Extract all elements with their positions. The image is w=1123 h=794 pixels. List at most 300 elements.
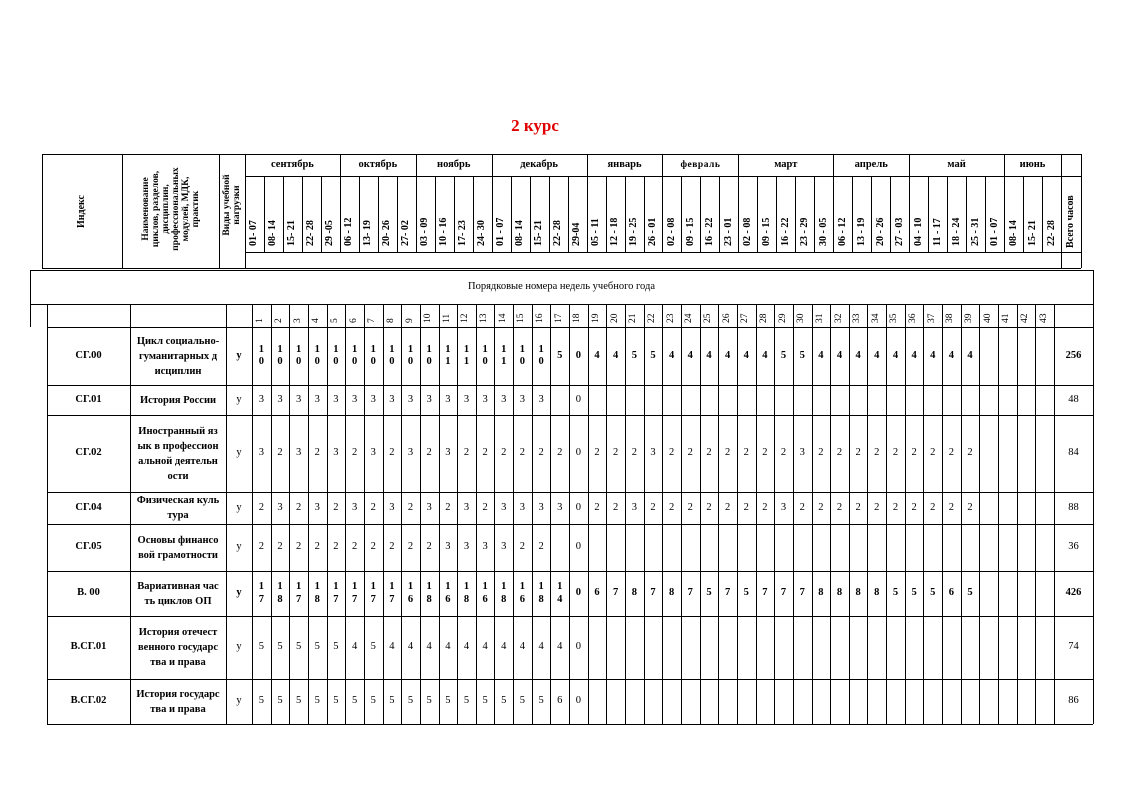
grid-line	[457, 304, 458, 327]
grid-line	[644, 327, 645, 724]
grid-line	[511, 176, 512, 252]
week-number-10: 10	[423, 313, 434, 323]
week-hours: 3	[501, 501, 507, 513]
week-hours: 1 1	[501, 343, 507, 367]
date-range-1: 01- 07	[248, 220, 260, 246]
week-hours: 4	[743, 349, 749, 361]
load-type-header: Виды учебной нагрузки	[222, 174, 242, 236]
week-hours: 2	[333, 541, 339, 553]
grid-line	[271, 304, 272, 327]
week-hours: 1 0	[314, 343, 320, 367]
week-hours: 2	[594, 447, 600, 459]
row-load-type: у	[236, 541, 242, 553]
week-hours: 4	[669, 349, 675, 361]
week-hours: 3	[650, 447, 656, 459]
grid-line	[756, 327, 757, 724]
week-number-2: 2	[273, 318, 284, 323]
date-range-30: 23 - 29	[798, 217, 810, 246]
date-range-18: 29-04	[571, 222, 583, 246]
week-hours: 5	[407, 695, 414, 707]
grid-line	[30, 304, 31, 327]
date-range-42: 15- 21	[1026, 220, 1038, 246]
grid-line	[378, 176, 379, 252]
week-number-7: 7	[367, 318, 378, 323]
grid-line	[435, 176, 436, 252]
grid-line	[283, 176, 284, 252]
grid-line	[681, 327, 682, 724]
week-number-42: 42	[1020, 313, 1031, 323]
grid-line	[681, 304, 682, 327]
week-hours: 3	[519, 501, 526, 513]
week-hours: 3	[463, 501, 470, 513]
week-hours: 0	[575, 541, 581, 553]
grid-line	[793, 327, 794, 724]
week-hours: 2	[501, 447, 507, 459]
month-1: сентябрь	[271, 159, 314, 170]
week-number-24: 24	[684, 313, 695, 323]
week-hours: 4	[482, 641, 488, 653]
grid-line	[532, 304, 533, 327]
week-hours: 0	[575, 447, 581, 459]
week-hours: 5	[445, 695, 451, 707]
week-hours: 2	[538, 541, 544, 553]
grid-line	[625, 176, 626, 252]
week-number-15: 15	[516, 313, 527, 323]
week-hours: 3	[557, 501, 563, 513]
week-hours: 2	[445, 501, 451, 513]
row-load-type: у	[236, 695, 242, 707]
week-hours: 4	[519, 641, 526, 653]
grid-line	[871, 176, 872, 252]
month-2: октябрь	[358, 159, 398, 170]
week-hours: 2	[613, 447, 619, 459]
date-range-26: 23 - 01	[722, 217, 734, 246]
date-range-19: 05 - 11	[590, 218, 602, 246]
week-hours: 1 0	[370, 343, 376, 367]
grid-line	[947, 176, 948, 252]
grid-line	[47, 304, 48, 327]
week-hours: 3	[501, 541, 507, 553]
grid-line	[42, 154, 43, 268]
date-range-11: 10 - 16	[438, 217, 450, 246]
week-number-28: 28	[758, 313, 769, 323]
week-hours: 2	[687, 447, 693, 459]
grid-line	[774, 304, 775, 327]
week-hours: 3	[370, 393, 376, 405]
week-hours: 4	[687, 349, 693, 361]
week-hours: 2	[407, 501, 414, 513]
date-range-24: 09 - 15	[684, 217, 696, 246]
week-number-34: 34	[870, 313, 881, 323]
week-hours: 2	[762, 501, 768, 513]
date-range-25: 16 - 22	[703, 217, 715, 246]
week-hours: 2	[911, 447, 917, 459]
week-hours: 0	[575, 349, 581, 361]
week-number-3: 3	[292, 318, 303, 323]
week-hours: 5	[314, 641, 320, 653]
week-hours: 5	[743, 587, 749, 599]
week-hours: 1 0	[389, 343, 395, 367]
grid-line	[719, 176, 720, 252]
week-hours: 1 7	[295, 581, 302, 605]
week-hours: 7	[613, 587, 619, 599]
week-hours: 5	[351, 695, 358, 707]
week-hours: 3	[407, 447, 414, 459]
grid-line	[700, 176, 701, 252]
week-hours: 3	[258, 447, 264, 459]
week-hours: 3	[314, 501, 320, 513]
week-hours: 3	[631, 501, 637, 513]
week-hours: 1 8	[314, 581, 320, 605]
grid-line	[814, 176, 815, 252]
grid-line	[625, 304, 626, 327]
week-number-43: 43	[1038, 313, 1049, 323]
week-hours: 4	[855, 349, 861, 361]
date-range-16: 15- 21	[533, 220, 545, 246]
week-hours: 2	[948, 447, 955, 459]
grid-line	[1093, 304, 1094, 327]
week-number-12: 12	[460, 313, 471, 323]
week-hours: 4	[538, 641, 544, 653]
grid-line	[606, 304, 607, 327]
week-hours: 3	[277, 393, 283, 405]
week-hours: 3	[258, 393, 264, 405]
week-hours: 2	[295, 541, 302, 553]
grid-line	[961, 304, 962, 327]
week-hours: 0	[575, 501, 581, 513]
week-hours: 1 0	[258, 343, 264, 367]
grid-line	[905, 304, 906, 327]
week-number-13: 13	[479, 313, 490, 323]
row-load-type: у	[236, 447, 242, 459]
week-hours: 1 0	[519, 343, 526, 367]
week-hours: 0	[575, 695, 581, 707]
week-hours: 1 1	[463, 343, 470, 367]
week-hours: 8	[836, 587, 843, 599]
week-number-36: 36	[908, 313, 919, 323]
date-range-27: 02 - 08	[741, 217, 753, 246]
date-range-14: 01 - 07	[495, 217, 507, 246]
week-hours: 3	[389, 501, 395, 513]
week-hours: 2	[930, 447, 936, 459]
week-hours: 1 7	[370, 581, 376, 605]
week-hours: 3	[799, 447, 805, 459]
grid-line	[606, 327, 607, 724]
row-total-hours: 86	[1068, 695, 1079, 707]
week-number-6: 6	[348, 318, 359, 323]
week-number-29: 29	[777, 313, 788, 323]
week-hours: 2	[762, 447, 768, 459]
week-hours: 6	[948, 587, 955, 599]
week-hours: 1 7	[389, 581, 395, 605]
grid-line	[867, 304, 868, 327]
grid-line	[886, 327, 887, 724]
week-hours: 2	[295, 501, 302, 513]
grid-line	[587, 176, 588, 252]
grid-line	[1054, 304, 1055, 327]
week-hours: 2	[874, 447, 880, 459]
week-hours: 4	[911, 349, 917, 361]
row-discipline-name: История России	[139, 394, 217, 406]
week-hours: 5	[333, 641, 339, 653]
grid-line	[625, 327, 626, 724]
grid-line	[681, 176, 682, 252]
grid-line	[568, 176, 569, 252]
week-hours: 2	[482, 501, 488, 513]
grid-line	[795, 176, 796, 252]
week-hours: 2	[519, 541, 526, 553]
week-hours: 4	[594, 349, 600, 361]
grid-line	[122, 154, 123, 268]
week-hours: 2	[314, 541, 320, 553]
date-range-41: 08- 14	[1007, 220, 1019, 246]
week-hours: 5	[295, 695, 302, 707]
grid-line	[1035, 304, 1036, 327]
grid-line	[494, 304, 495, 327]
month-6: февраль	[680, 160, 721, 170]
week-number-22: 22	[647, 313, 657, 323]
week-hours: 3	[351, 501, 358, 513]
date-range-32: 06 - 12	[836, 217, 848, 246]
grid-line	[569, 304, 570, 327]
grid-line	[219, 154, 220, 268]
grid-line	[1004, 176, 1005, 252]
grid-line	[340, 176, 341, 252]
week-number-4: 4	[311, 318, 322, 323]
row-index: В. 00	[77, 587, 100, 599]
grid-line	[830, 304, 831, 327]
grid-line	[492, 176, 493, 252]
week-number-17: 17	[553, 313, 564, 323]
week-number-18: 18	[572, 313, 583, 323]
grid-line	[644, 304, 645, 327]
week-hours: 5	[892, 587, 899, 599]
grid-line	[473, 176, 474, 252]
grid-line	[738, 176, 739, 252]
date-range-2: 08- 14	[267, 220, 279, 246]
grid-line	[793, 304, 794, 327]
week-hours: 0	[575, 393, 581, 405]
week-hours: 3	[407, 393, 414, 405]
week-hours: 4	[389, 641, 395, 653]
grid-line	[264, 176, 265, 252]
week-hours: 2	[669, 447, 675, 459]
grid-line	[549, 176, 550, 252]
week-hours: 5	[650, 349, 656, 361]
week-number-20: 20	[609, 313, 620, 323]
grid-line	[662, 176, 663, 252]
row-load-type: у	[236, 393, 242, 405]
week-hours: 3	[295, 447, 302, 459]
month-10: июнь	[1019, 159, 1046, 170]
grid-line	[966, 176, 967, 252]
week-number-16: 16	[535, 313, 546, 323]
grid-line	[401, 304, 402, 327]
week-hours: 3	[445, 447, 451, 459]
grid-line	[130, 304, 131, 327]
week-hours: 2	[911, 501, 917, 513]
grid-line	[364, 304, 365, 327]
week-number-19: 19	[591, 313, 602, 323]
row-index: СГ.00	[75, 349, 102, 361]
grid-line	[718, 304, 719, 327]
grid-line	[923, 327, 924, 724]
week-hours: 5	[277, 695, 283, 707]
week-hours: 2	[743, 501, 749, 513]
week-hours: 5	[799, 349, 805, 361]
date-range-9: 27- 02	[400, 220, 412, 246]
week-hours: 5	[706, 587, 712, 599]
week-hours: 3	[389, 393, 395, 405]
grid-line	[321, 176, 322, 252]
row-total-hours: 426	[1065, 587, 1082, 599]
week-hours: 8	[855, 587, 861, 599]
grid-line	[1017, 304, 1018, 327]
week-hours: 1 7	[333, 581, 339, 605]
week-hours: 2	[314, 447, 320, 459]
week-hours: 5	[930, 587, 936, 599]
date-range-21: 19 - 25	[628, 217, 640, 246]
grid-line	[308, 304, 309, 327]
grid-line	[890, 176, 891, 252]
grid-line	[252, 304, 253, 327]
date-range-38: 18 - 24	[950, 217, 962, 246]
week-hours: 4	[836, 349, 843, 361]
row-total-hours: 256	[1065, 349, 1082, 361]
week-hours: 3	[295, 393, 302, 405]
week-hours: 2	[930, 501, 936, 513]
row-total-hours: 88	[1068, 501, 1079, 513]
row-index: СГ.04	[75, 501, 102, 513]
week-hours: 5	[631, 349, 637, 361]
month-5: январь	[607, 159, 642, 170]
week-hours: 2	[818, 447, 824, 459]
grid-line	[757, 176, 758, 252]
week-hours: 1 6	[407, 581, 414, 605]
grid-line	[327, 304, 328, 327]
date-range-43: 22- 28	[1045, 220, 1057, 246]
week-hours: 5	[501, 695, 507, 707]
week-hours: 3	[538, 393, 544, 405]
grid-line	[756, 304, 757, 327]
week-number-5: 5	[329, 318, 340, 323]
row-total-hours: 84	[1068, 447, 1079, 459]
week-hours: 7	[762, 587, 768, 599]
grid-line	[852, 176, 853, 252]
week-hours: 4	[351, 641, 358, 653]
week-hours: 2	[463, 447, 470, 459]
week-hours: 3	[333, 393, 339, 405]
grid-line	[979, 327, 980, 724]
week-number-41: 41	[1001, 313, 1012, 323]
row-index: В.СГ.01	[70, 641, 107, 653]
week-hours: 4	[967, 349, 973, 361]
week-hours: 3	[463, 393, 470, 405]
week-hours: 3	[314, 393, 320, 405]
week-hours: 1 0	[426, 343, 432, 367]
week-hours: 3	[445, 541, 451, 553]
week-hours: 8	[669, 587, 675, 599]
week-hours: 1 8	[538, 581, 544, 605]
week-hours: 8	[818, 587, 824, 599]
week-hours: 2	[836, 501, 843, 513]
week-hours: 0	[575, 641, 581, 653]
date-range-31: 30 - 05	[817, 217, 829, 246]
week-hours: 3	[780, 501, 787, 513]
week-hours: 3	[277, 501, 283, 513]
week-hours: 3	[445, 393, 451, 405]
date-range-13: 24- 30	[476, 220, 488, 246]
grid-line	[302, 176, 303, 252]
week-hours: 1 0	[351, 343, 358, 367]
row-discipline-name: Физическая культура	[136, 495, 220, 521]
week-hours: 2	[650, 501, 656, 513]
week-hours: 2	[333, 501, 339, 513]
week-hours: 3	[351, 393, 358, 405]
grid-line	[245, 252, 1081, 253]
week-hours: 1 0	[538, 343, 544, 367]
grid-line	[923, 304, 924, 327]
date-range-23: 02 - 08	[665, 217, 677, 246]
week-hours: 2	[370, 541, 376, 553]
date-range-29: 16 - 22	[779, 217, 791, 246]
week-hours: 2	[855, 501, 861, 513]
date-range-35: 27 - 03	[893, 217, 905, 246]
week-hours: 5	[258, 641, 264, 653]
grid-line	[886, 304, 887, 327]
week-hours: 6	[557, 695, 563, 707]
week-hours: 4	[445, 641, 451, 653]
grid-line	[416, 176, 417, 252]
date-range-40: 01 - 07	[988, 217, 1000, 246]
date-range-33: 13 - 19	[855, 217, 867, 246]
week-hours: 3	[333, 447, 339, 459]
grid-line	[454, 176, 455, 252]
week-hours: 1 0	[295, 343, 302, 367]
date-range-4: 22- 28	[305, 220, 317, 246]
grid-line	[833, 176, 834, 252]
week-hours: 4	[892, 349, 899, 361]
week-hours: 5	[911, 587, 917, 599]
week-hours: 3	[482, 541, 488, 553]
grid-line	[961, 327, 962, 724]
grid-line	[662, 327, 663, 724]
grid-line	[830, 327, 831, 724]
date-range-10: 03 - 09	[419, 217, 431, 246]
grid-line	[1035, 327, 1036, 724]
week-hours: 2	[389, 447, 395, 459]
week-hours: 1 7	[351, 581, 358, 605]
week-number-31: 31	[814, 313, 825, 323]
grid-line	[905, 327, 906, 724]
week-hours: 1 1	[445, 343, 451, 367]
week-number-9: 9	[404, 318, 415, 323]
week-hours: 2	[892, 501, 899, 513]
week-hours: 1 8	[501, 581, 507, 605]
week-hours: 5	[557, 349, 563, 361]
date-range-8: 20- 26	[381, 220, 393, 246]
week-hours: 6	[594, 587, 600, 599]
week-hours: 3	[538, 501, 544, 513]
week-hours: 2	[836, 447, 843, 459]
grid-line	[812, 304, 813, 327]
week-hours: 5	[538, 695, 544, 707]
week-hours: 5	[389, 695, 395, 707]
week-hours: 5	[482, 695, 488, 707]
date-range-20: 12 - 18	[609, 217, 621, 246]
row-load-type: у	[236, 641, 242, 653]
week-hours: 4	[706, 349, 712, 361]
